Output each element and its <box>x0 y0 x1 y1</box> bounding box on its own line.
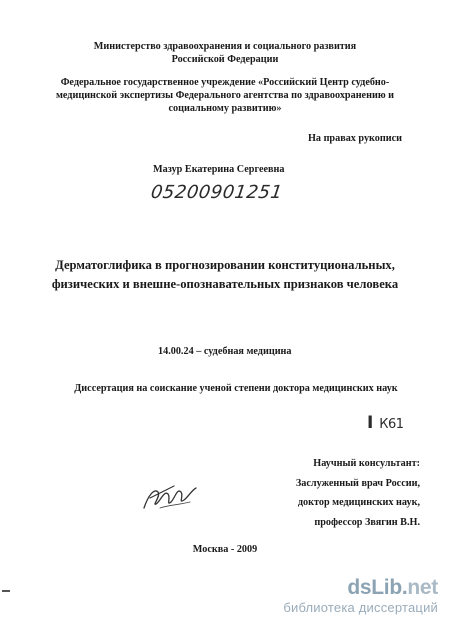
watermark-logo <box>283 577 438 599</box>
shelf-mark-numeral: I <box>367 413 374 433</box>
handwritten-signature <box>140 478 200 514</box>
handwritten-registration-number: 05200901251 <box>149 182 284 203</box>
consultant-label: Научный консультант: <box>313 458 420 469</box>
city-and-year: Москва - 2009 <box>192 544 258 555</box>
dslib-watermark <box>283 577 438 615</box>
title-line-2: физических и внешне-опознавательных признаков человека <box>51 276 399 291</box>
ministry-line-1: Министерство здравоохранения и социального развития <box>93 41 357 52</box>
institution-heading <box>0 77 450 115</box>
degree-statement: Диссертация на соискание ученой степени доктора медицинских наук <box>74 383 398 394</box>
handwritten-shelf-mark <box>367 413 404 433</box>
watermark-logo-main: dsLib. <box>347 576 408 599</box>
institution-line-1: Федеральное государственное учреждение «Российский Центр судебно- <box>60 77 390 88</box>
consultant-line-3: профессор Звягин В.Н. <box>314 516 420 528</box>
scientific-consultant <box>296 454 420 532</box>
manuscript-note: На правах рукописи <box>308 133 403 144</box>
specialty-code: 14.00.24 – судебная медицина <box>158 346 292 357</box>
consultant-line-1: Заслуженный врач России, <box>295 477 420 489</box>
consultant-line-2: доктор медицинских наук, <box>297 497 420 508</box>
watermark-subtitle: библиотека диссертаций <box>283 600 438 615</box>
scan-edge-mark <box>2 590 10 592</box>
dissertation-title <box>0 256 450 293</box>
ministry-heading <box>0 41 450 66</box>
ministry-line-2: Российской Федерации <box>171 53 279 65</box>
watermark-logo-suffix: net <box>407 576 438 599</box>
title-line-1: Дерматоглифика в прогнозировании конституциональных, <box>55 258 395 272</box>
institution-line-2: медицинской экспертизы Федерального агентства по здравоохранению и <box>55 89 395 101</box>
institution-line-3: социальному развитию» <box>168 102 282 114</box>
author-name: Мазур Екатерина Сергеевна <box>153 164 285 175</box>
shelf-mark-suffix: К61 <box>379 417 404 432</box>
